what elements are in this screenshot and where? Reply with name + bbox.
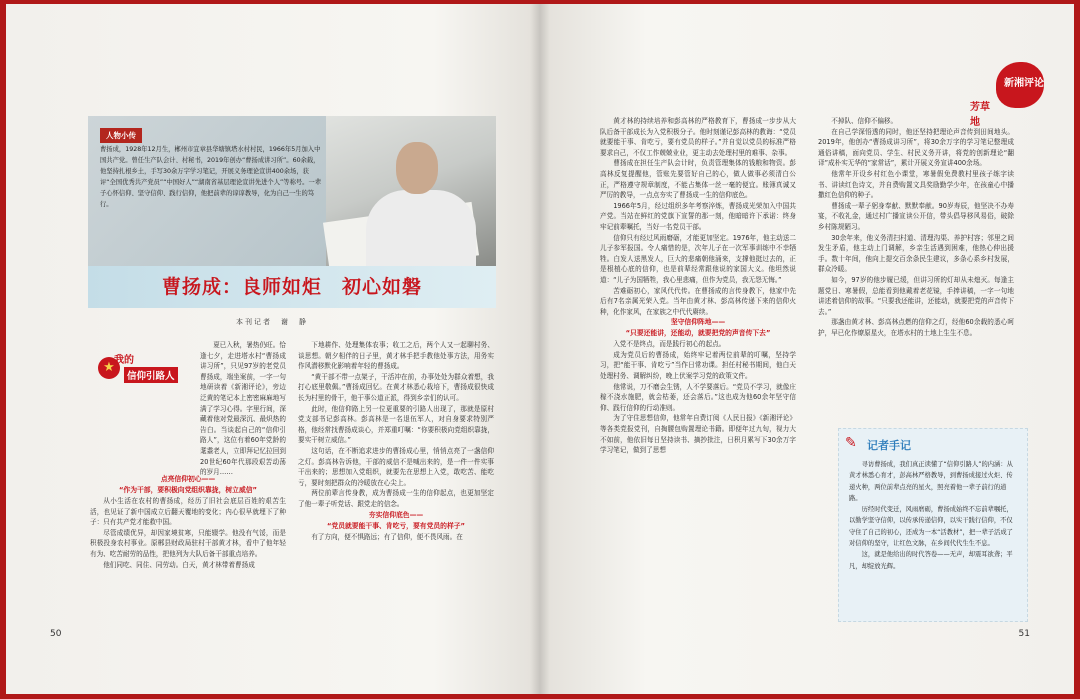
flower-logo-icon	[996, 62, 1044, 108]
note-title: 记者手记	[867, 439, 911, 452]
right-col1	[600, 116, 796, 456]
note-body	[849, 459, 1017, 572]
right-col2	[818, 116, 1014, 338]
paragraph: 下地耕作、处理集体农事；收工之后，两个人又一起聊村务、谈思想。朝夕相伴的日子里，黄才林手把手教他处事方法，用务实作风潜移默化影响着年轻的曹扬成。	[298, 341, 494, 371]
note-paragraph: 历经时代变迁，风雨磨砺，曹扬成始终不忘前辈嘱托，以勤学坚守信仰，以传承传递信仰，以实干践行信仰，不仅守住了自己的初心，还成为一本“活教材”，把一辈子活成了对信仰的坚守，让红色文脉，在乡间代代生生不息。	[849, 506, 1013, 548]
subhead-2a: 夯实信仰底色——	[368, 510, 424, 519]
section-label: 芳草地	[970, 102, 990, 128]
left-page	[6, 4, 540, 694]
subhead-1b: “作为干部，要积极向党组织靠拢，树立威信”	[118, 486, 258, 494]
left-col1	[90, 474, 286, 570]
column-badge	[94, 349, 186, 391]
paragraph: 他们同吃、同住、同劳动。白天，黄才林带着曹扬成	[103, 560, 255, 569]
reporter-note-box	[838, 428, 1028, 622]
subhead-3a: 坚守信仰阵地——	[670, 318, 726, 327]
paragraph: 此时，他信仰路上另一位更重要的引路人出现了，那就是原村党支部书记彭高林。彭高林是一名退伍军人，对自身要求特别严格，他经常找曹扬成谈心，并郑重叮嘱：“你要积极向党组织靠拢，要实干树立威信。”	[298, 404, 494, 445]
portrait-photo	[326, 116, 496, 266]
paragraph: 入党不是终点，而是践行初心的起点。	[613, 340, 726, 349]
paragraph: 在自己学深悟透的同时，他还坚持把理论声音传到田间地头。2019年，他创办“曹扬成讲习所”，将30余万字的学习笔记整理成通俗讲稿，面向党员、学生、村民义务开讲，将党的创新理论“翻译”成朴实无华的“家常话”，累计开展义务宣讲400余场。	[818, 127, 1014, 168]
bio-text: 曹扬成，1928年12月生，郴州市宜章县华塘镇塔水村村民，1966年5月加入中国共产党。曾任生产队会计、村秘书，2019年创办“曹扬成讲习所”。60余载，他坚持扎根乡土，手写30余万字学习笔记，开展义务理论宣讲400余场，获评“全国优秀共产党员”“中国好人”“湖南省基层理论宣讲先进个人”等称号。一辈子心怀信仰、坚守信仰、践行信仰，他把前辈的谆谆教导，化为自己一生的笃行。	[100, 146, 322, 208]
paragraph: 两位前辈言传身教，成为曹扬成一生的信仰起点，也更加坚定了他一辈子听党话、跟党走的信念。	[298, 489, 494, 508]
page-number-left: 50	[50, 629, 62, 639]
byline: 本刊记者 谢 静	[236, 318, 308, 326]
paragraph: 为了守住思想信仰，他常年自费订阅《人民日报》《新湘评论》等各类党报党刊，自掏腰包购置理论书籍。即便年过九旬，视力大不如前，他依旧每日坚持读书、摘抄批注，日积月累写下30余万字学习笔记，做到了思想	[600, 414, 796, 455]
paragraph: 那盏由黄才林、彭高林点燃的信仰之灯，经他60余载的悉心呵护，早已化作燎原星火，在塔水村的土地上生生不息。	[818, 318, 1014, 337]
badge-line1: 我的	[114, 355, 134, 366]
title-band	[88, 266, 496, 308]
head-shape	[396, 142, 438, 194]
spine-shadow	[530, 4, 550, 694]
note-paragraph: 这，就是他给出的时代答卷——无声，却震耳欲聋；平凡，却绽放光辉。	[849, 551, 1013, 570]
paragraph: 他常说，刀不磨会生锈，人不学要落后。“党员不学习，就像庄稼不浇水施肥，就会枯萎，还会落后。”这也成为他60余年坚守信仰、践行信仰的行动准则。	[600, 382, 796, 412]
paragraph: 这句话，在不断追求进步的曹扬成心里，悄悄点亮了一盏信仰之灯。彭高林告诉他，干部的威信不是喊出来的，是一件一件实事干出来的；思想加入党组织，就要先在思想上入党，敢吃苦、能吃亏，要时刻把群众的冷暖放在心尖上。	[298, 446, 494, 487]
logo-text: 新湘评论	[1004, 78, 1044, 89]
note-paragraph: 寻访曹扬成，我们真正读懂了“信仰引路人”的内涵：从黄才林悉心育才，彭高林严格教导，到曹扬成接过火炬、传递火种，两位前辈点亮的星火，照亮着他一辈子前行的道路。	[849, 461, 1013, 502]
left-col2	[298, 340, 494, 542]
left-col1-intro	[200, 340, 286, 478]
badge-line2: 信仰引路人	[124, 367, 178, 383]
paragraph: 有了方向，便不惧路远；有了信仰，便不畏风雨。在	[311, 532, 463, 541]
hero-banner	[88, 116, 496, 308]
page-number-right: 51	[1018, 629, 1030, 639]
paragraph: 苦难砺初心，家风代代传。在曹扬成的言传身教下，他家中先后有7名亲属光荣入党。当年由黄才林、彭高林传递下来的信仰火种，化作家风，在家族之中代代赓续。	[600, 286, 796, 316]
paragraph: 曹扬成一辈子躬身奉献、默默奉献。90岁寿辰，他坚决不办寿宴，不收礼金，通过村广播宣读公开信，带头倡导移风易俗，破除乡村陈规陋习。	[818, 201, 1014, 231]
paragraph: 30余年来，他义务清扫村道、清理沟渠、养护村容；邻里之间发生矛盾，他主动上门调解，乡亲生活遇到困难，他热心伸出援手。数十年间，他向上提交百余条民生建议，多条心系乡村发展，群众冷暖。	[818, 233, 1014, 274]
paragraph: “黄干部不带一点架子，干活冲在前，办事处处为群众着想，我打心底里敬佩。”曹扬成回忆。在黄才林悉心栽培下，曹扬成很快成长为村里的骨干，他干事公道正派，得到乡亲们的认可。	[298, 372, 494, 402]
paragraph: 如今，97岁的他步履已缓，但讲习所的灯却从未熄灭。每逢主题党日、寒暑假，总能看到他戴着老花镜，手捧讲稿，一字一句地讲述着信仰的故事。“只要我还能讲，还能动，就要把党的声音传下去。”	[818, 275, 1014, 316]
paragraph: 从小生活在农村的曹扬成，经历了旧社会底层百姓的艰苦生活，也见证了新中国成立后翻天覆地的变化；内心很早就埋下了种子：只有共产党才能救中国。	[90, 497, 286, 527]
paragraph: 黄才林的持续培养和彭高林的严格教育下，曹扬成一步步从大队后备干部成长为入党积极分子。他时刻谨记彭高林的教诲：“党员就要能干事、肯吃亏，要有党员的样子。”并自觉以党员的标准严格要求自己，不仅工作兢兢业业，更主动去处理村里的难事、杂事。	[600, 117, 796, 157]
intro-paragraph: 夏已入秋，暑热仍旺。恰逢七夕，走进塔水村“曹扬成讲习所”，只见97岁的老党员曹扬成，端坐案前，一字一句地研读着《新湘评论》，旁边泛黄的笔记本上密密麻麻地写满了学习心得。字里行间，深藏着他对党最深沉、最炽热的告白。当谈起自己的“信仰引路人”，这位有着60年党龄的耄耋老人，立即拜记忆拉回到20世纪60年代那段艰苦动荡的岁月……	[200, 341, 286, 477]
paragraph: 信仰只有经过风雨磨砺，才能更加坚定。1976年，他主动送二儿子参军报国。令人痛惜的是，次年儿子在一次军事训练中不幸牺牲。白发人送黑发人，巨大的悲痛朝他涌来，支撑他挺过去的，正是根植心底的信仰，也是前辈经常跟他说的家国大义。他坦然说道：“儿子为国牺牲，我心里悲痛，但作为党员，我无怨无悔。”	[600, 233, 796, 284]
pen-icon: ✎	[845, 435, 857, 451]
party-emblem-icon: ★	[98, 357, 120, 379]
subhead-1a: 点亮信仰初心——	[160, 475, 216, 483]
paragraph: 成为党员后的曹扬成，始终牢记着两位前辈的叮嘱，坚持学习，把“能干事、肯吃亏”当作日常功课。担任村秘书期间，他白天处理村务、调解纠纷，晚上伏案学习党的政策文件。	[600, 350, 796, 381]
subhead-2b: “党员就要能干事、肯吃亏，要有党员的样子”	[326, 521, 466, 530]
bio-tag: 人物小传	[100, 128, 142, 143]
subhead-3b: “只要还能讲，还能动，就要把党的声音传下去”	[625, 329, 771, 338]
paragraph: 他常年开设乡村红色小课堂，寒暑假免费教村里孩子练字读书、讲读红色诗文，并自费购置文具奖励勤学少年，在孩童心中播撒红色信仰的种子。	[818, 169, 1014, 200]
paragraph: 不掉队、信仰不偏移。	[831, 117, 898, 125]
paragraph: 尽管成绩优异，却因家境贫寒，只能辍学。他没有气馁，而是积极投身农村事业。原郴县财政局驻村干部黄才林，看中了他年轻有为、吃苦耐劳的品性，把他列为大队后备干部重点培养。	[90, 528, 286, 558]
shirt-shape	[366, 190, 476, 270]
paragraph: 曹扬成在担任生产队会计时，负责管理集体的钱粮和物资。彭高林反复提醒他，管账先要管好自己的心，做人做事必须清白公正，严格遵守规章制度，不能占集体一丝一毫的便宜。账簿真诚又严厉的教导，一点点夯实了曹扬成一生的信仰底色。	[600, 159, 796, 200]
magazine-spread	[6, 4, 1074, 694]
paragraph: 1966年5月，经过组织多年考察淬炼，曹扬成光荣加入中国共产党。当站在鲜红的党旗下宣誓的那一刻，他暗暗许下承诺：终身牢记前辈嘱托，当好一名党员干部。	[600, 201, 796, 231]
article-title: 曹扬成：良师如炬 初心如磐	[161, 276, 422, 298]
